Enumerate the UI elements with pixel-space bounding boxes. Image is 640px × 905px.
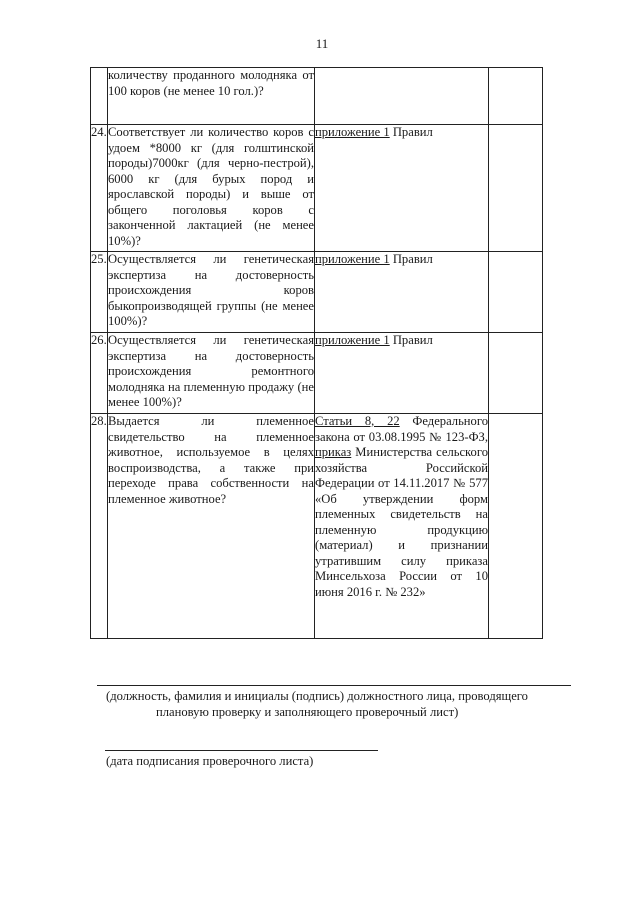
table-row bbox=[91, 68, 543, 125]
reference-text: Министерства сельского хозяйства Российской Федерации от 14.11.2017 № 577 «Об утверждении форм племенных свидетельств на племенную продукцию (материал) и признании утратившим силу приказа Минсельхоза России от 10 июня 2016 г. № 232» bbox=[315, 445, 488, 599]
question-text: Осуществляется ли генетическая экспертиза на достоверность происхождения ремонтного молодняка на племенную продажу (не менее 100%)? bbox=[108, 333, 315, 414]
reference-cell bbox=[315, 252, 489, 333]
date-caption: (дата подписания проверочного листа) bbox=[106, 754, 314, 768]
row-number: 24. bbox=[91, 125, 108, 252]
reference-text: Федерального закона от 03.08.1995 № 123-ФЗ, bbox=[315, 414, 488, 444]
reference-cell bbox=[315, 125, 489, 252]
signature-line bbox=[97, 685, 571, 686]
reference-cell bbox=[315, 333, 489, 414]
answer-cell bbox=[489, 252, 543, 333]
reference-text: Правил bbox=[389, 333, 433, 347]
question-text: Соответствует ли количество коров с удоем *8000 кг (для голштинской породы)7000кг (для черно-пестрой), 6000 кг (для бурых пород и ярославской породы) и выше от общего поголовья коров с законченной лактацией (не менее 10%)? bbox=[108, 125, 315, 252]
row-number: 26. bbox=[91, 333, 108, 414]
table-row bbox=[91, 252, 543, 333]
question-text: Выдается ли племенное свидетельство на племенное животное, используемое в целях воспроизводства, а также при переходе права собственности на племенное животное? bbox=[108, 414, 315, 639]
question-text: Осуществляется ли генетическая экспертиза на достоверность происхождения коров быкопроизводящей группы (не менее 100%)? bbox=[108, 252, 315, 333]
row-number bbox=[91, 68, 108, 125]
table-row bbox=[91, 125, 543, 252]
date-line bbox=[105, 750, 378, 751]
reference-link[interactable]: Статьи 8, 22 bbox=[315, 414, 400, 428]
signature-caption-line: плановую проверку и заполняющего проверочный лист) bbox=[156, 705, 459, 719]
answer-cell bbox=[489, 414, 543, 639]
signature-caption bbox=[106, 688, 556, 720]
page-number: 11 bbox=[315, 36, 329, 51]
row-number: 28. bbox=[91, 414, 108, 639]
reference-cell bbox=[315, 414, 489, 639]
table-row bbox=[91, 414, 543, 639]
answer-cell bbox=[489, 68, 543, 125]
reference-link[interactable]: приложение 1 bbox=[315, 125, 390, 139]
answer-cell bbox=[489, 125, 543, 252]
reference-cell bbox=[315, 68, 489, 125]
reference-link[interactable]: приказ bbox=[315, 445, 352, 459]
row-number: 25. bbox=[91, 252, 108, 333]
reference-text: Правил bbox=[389, 252, 433, 266]
checklist-table bbox=[90, 67, 543, 639]
answer-cell bbox=[489, 333, 543, 414]
question-text: количеству проданного молодняка от 100 коров (не менее 10 гол.)? bbox=[108, 68, 315, 125]
signature-caption-line: (должность, фамилия и инициалы (подпись) должностного лица, проводящего bbox=[106, 689, 528, 703]
reference-link[interactable]: приложение 1 bbox=[315, 333, 390, 347]
reference-link[interactable]: приложение 1 bbox=[315, 252, 390, 266]
table-row bbox=[91, 333, 543, 414]
reference-text: Правил bbox=[389, 125, 433, 139]
